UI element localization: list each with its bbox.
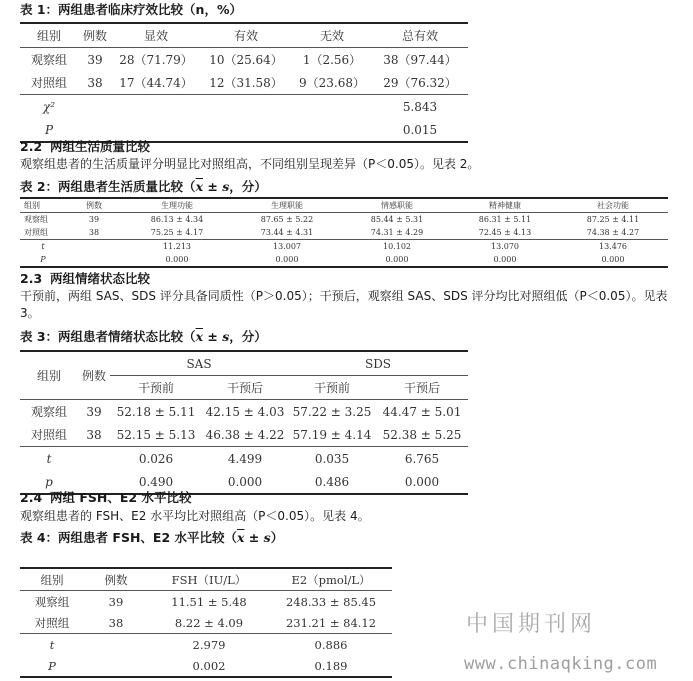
table2-header: 情感职能 — [381, 201, 413, 210]
caption-text: ，分） — [229, 179, 267, 194]
table-cell: 86.13 ± 4.34 — [150, 215, 204, 224]
table-cell: 0.000 — [493, 255, 517, 264]
sd-symbol: s — [222, 179, 230, 194]
table-cell: 46.38 ± 4.22 — [205, 427, 285, 442]
table3-subheader: 干预后 — [403, 381, 440, 395]
table-cell: 0.000 — [275, 255, 299, 264]
table-row — [20, 634, 392, 656]
table-cell: 11.213 — [163, 242, 191, 251]
table-row — [20, 240, 668, 254]
table2-header-row — [20, 198, 668, 213]
mean-symbol: $\overline{x}$ — [237, 530, 245, 545]
table-cell: 观察组 — [30, 53, 67, 67]
stat-label: t — [41, 242, 45, 251]
stat-label: p — [45, 474, 53, 489]
caption-text: ± — [203, 329, 223, 344]
table-cell: 对照组 — [30, 76, 67, 90]
stat-label: P — [40, 255, 46, 264]
section-2-4-text: 观察组患者的 FSH、E2 水平均比对照组高（P＜0.05）。见表 4。 — [20, 509, 370, 523]
table-cell: 52.38 ± 5.25 — [382, 427, 462, 442]
table4-header-row — [20, 568, 392, 591]
table-cell: 13.007 — [273, 242, 301, 251]
caption-text: 表 4：两组患者 FSH、E2 水平比较（ — [20, 530, 237, 545]
table-cell: 57.22 ± 3.25 — [292, 404, 372, 419]
table-cell: 11.51 ± 5.48 — [171, 594, 247, 609]
table-cell: 0.189 — [314, 658, 348, 673]
stat-label: P — [44, 122, 54, 137]
table-cell: 75.25 ± 4.17 — [150, 228, 204, 237]
table-cell: 6.765 — [404, 451, 440, 466]
table-cell: 74.38 ± 4.27 — [586, 228, 640, 237]
mean-symbol: $\overline{x}$ — [195, 329, 204, 344]
table-row — [20, 612, 392, 634]
table3-caption — [20, 329, 267, 345]
table3-header-sds: SDS — [288, 351, 468, 376]
table-cell: 1（2.56） — [302, 53, 362, 67]
table2-caption — [20, 179, 267, 195]
table-cell: 52.15 ± 5.13 — [116, 427, 196, 442]
table2-header: 生理职能 — [271, 201, 303, 210]
table-cell: 对照组 — [30, 428, 67, 442]
table-cell: 0.000 — [165, 255, 189, 264]
table-cell: 13.070 — [491, 242, 519, 251]
table-cell: 29（76.32） — [383, 76, 457, 90]
table-cell: 4.499 — [227, 451, 263, 466]
table-cell: 74.31 ± 4.29 — [370, 228, 424, 237]
table-cell: 0.486 — [314, 474, 350, 489]
table-cell: 42.15 ± 4.03 — [205, 404, 285, 419]
section-2-4-heading — [20, 490, 191, 506]
table2-header: 精神健康 — [489, 201, 521, 210]
table-cell: 38 — [108, 615, 124, 630]
table3 — [20, 350, 468, 495]
table-row — [20, 253, 668, 267]
table-cell: 2.979 — [192, 637, 226, 652]
caption-text: 表 2：两组患者生活质量比较（ — [20, 179, 196, 194]
table-cell: 52.18 ± 5.11 — [116, 404, 196, 419]
table-cell: 17（44.74） — [119, 76, 193, 90]
table-cell: 39 — [86, 404, 102, 419]
table3-subheader: 干预前 — [313, 381, 350, 395]
table-row — [20, 400, 468, 424]
table4-header: 组别 — [40, 572, 64, 587]
table4-header: FSH（IU/L） — [171, 572, 247, 587]
table2-header: 生理功能 — [161, 201, 193, 210]
table1-header: 总有效 — [401, 29, 438, 43]
table-cell: 9（23.68） — [299, 76, 365, 90]
section-number: 2.3 — [20, 271, 43, 286]
table2-header: 社会功能 — [597, 201, 629, 210]
table-row — [20, 591, 392, 613]
section-2-2-text: 观察组患者的生活质量评分明显比对照组高，不同组别呈现差异（P＜0.05）。见表 2。 — [20, 157, 480, 171]
table-row — [20, 655, 392, 677]
table3-subheader: 干预后 — [226, 381, 263, 395]
caption-text: 表 3：两组患者情绪状态比较（ — [20, 329, 196, 344]
table-cell: 86.31 ± 5.11 — [478, 215, 532, 224]
table2 — [20, 197, 668, 268]
stat-label: χ² — [42, 99, 56, 114]
table4-header: 例数 — [104, 572, 128, 587]
table-row — [20, 48, 468, 72]
table-row — [20, 95, 468, 119]
table-cell: 0.000 — [227, 474, 263, 489]
table3-header-row — [20, 351, 468, 376]
table-cell: 38 — [86, 427, 102, 442]
mean-symbol: $\overline{x}$ — [195, 179, 204, 194]
table-cell: 38 — [87, 75, 103, 90]
table1-header-row — [20, 23, 468, 48]
table-cell: 73.44 ± 4.31 — [260, 228, 314, 237]
table-cell: 57.19 ± 4.14 — [292, 427, 372, 442]
table-cell: 0.886 — [314, 637, 348, 652]
table-cell: 85.44 ± 5.31 — [370, 215, 424, 224]
table1-header: 例数 — [82, 29, 107, 43]
table-cell: 44.47 ± 5.01 — [382, 404, 462, 419]
section-2-3-text: 干预前，两组 SAS、SDS 评分具备同质性（P＞0.05）；干预后，观察组 SAS、SDS 评分均比对照组低（P＜0.05）。见表 3。 — [20, 289, 668, 320]
table4-caption — [20, 530, 283, 546]
stat-label: P — [48, 658, 56, 673]
table-cell: 10（25.64） — [209, 53, 283, 67]
table-cell: 0.490 — [138, 474, 174, 489]
table-row — [20, 423, 468, 447]
stat-label: t — [46, 451, 52, 466]
table2-header: 组别 — [24, 201, 40, 210]
table-cell: 0.000 — [601, 255, 625, 264]
caption-text: ，分） — [229, 329, 267, 344]
table-cell: 0.035 — [314, 451, 350, 466]
table-cell: 87.65 ± 5.22 — [260, 215, 314, 224]
table3-header-sas: SAS — [110, 351, 288, 376]
table-cell: 39 — [88, 215, 100, 224]
table-cell: 0.000 — [385, 255, 409, 264]
table-row — [20, 226, 668, 240]
table-cell: 观察组 — [30, 405, 67, 419]
section-title: 两组情绪状态比较 — [50, 271, 151, 286]
section-2-2-heading — [20, 139, 150, 155]
table-cell: 38 — [88, 228, 100, 237]
sd-symbol: s — [222, 329, 230, 344]
table-cell: 12（31.58） — [209, 76, 283, 90]
watermark-url: www.chinaqking.com — [464, 654, 658, 674]
table-row — [20, 213, 668, 227]
table1-header: 组别 — [36, 29, 61, 43]
table-cell: 87.25 ± 4.11 — [586, 215, 640, 224]
table-row — [20, 447, 468, 471]
caption-text: ） — [270, 530, 284, 545]
table-cell: 对照组 — [24, 228, 48, 237]
caption-text: ± — [244, 530, 264, 545]
caption-text: ± — [203, 179, 223, 194]
table-cell: 对照组 — [34, 615, 70, 630]
watermark-site-name: 中国期刊网 — [466, 612, 597, 637]
table-cell: 10.102 — [383, 242, 411, 251]
table-cell: 0.026 — [138, 451, 174, 466]
sd-symbol: s — [263, 530, 271, 545]
table4-header: E2（pmol/L） — [291, 572, 371, 587]
stat-label: t — [49, 637, 55, 652]
table-cell: 231.21 ± 84.12 — [285, 615, 377, 630]
section-number: 2.4 — [20, 490, 43, 505]
table1-header: 无效 — [319, 29, 344, 43]
table-cell: 0.000 — [404, 474, 440, 489]
table-cell: 39 — [108, 594, 124, 609]
table-cell: 5.843 — [402, 99, 438, 114]
table-cell: 0.002 — [192, 658, 226, 673]
table2-header: 例数 — [86, 201, 102, 210]
section-title: 两组 FSH、E2 水平比较 — [50, 490, 192, 505]
table-cell: 38（97.44） — [383, 53, 457, 67]
table-row — [20, 71, 468, 95]
section-2-3-heading — [20, 271, 150, 287]
section-title: 两组生活质量比较 — [50, 139, 151, 154]
table-cell: 观察组 — [24, 215, 48, 224]
table1-header: 显效 — [143, 29, 168, 43]
table3-header: 例数 — [78, 351, 110, 400]
table1 — [20, 22, 468, 143]
table-cell: 13.476 — [599, 242, 627, 251]
table1-header: 有效 — [233, 29, 258, 43]
table-cell: 72.45 ± 4.13 — [478, 228, 532, 237]
table-cell: 0.015 — [402, 122, 438, 137]
table-cell: 8.22 ± 4.09 — [174, 615, 244, 630]
table3-header: 组别 — [20, 351, 78, 400]
table-cell: 观察组 — [34, 594, 70, 609]
table-cell: 39 — [87, 52, 103, 67]
section-number: 2.2 — [20, 139, 43, 154]
table-cell: 28（71.79） — [119, 53, 193, 67]
table4 — [20, 567, 392, 678]
table3-subheader: 干预前 — [137, 381, 174, 395]
table1-caption: 表 1：两组患者临床疗效比较（n，%） — [20, 2, 242, 17]
table-cell: 248.33 ± 85.45 — [285, 594, 377, 609]
